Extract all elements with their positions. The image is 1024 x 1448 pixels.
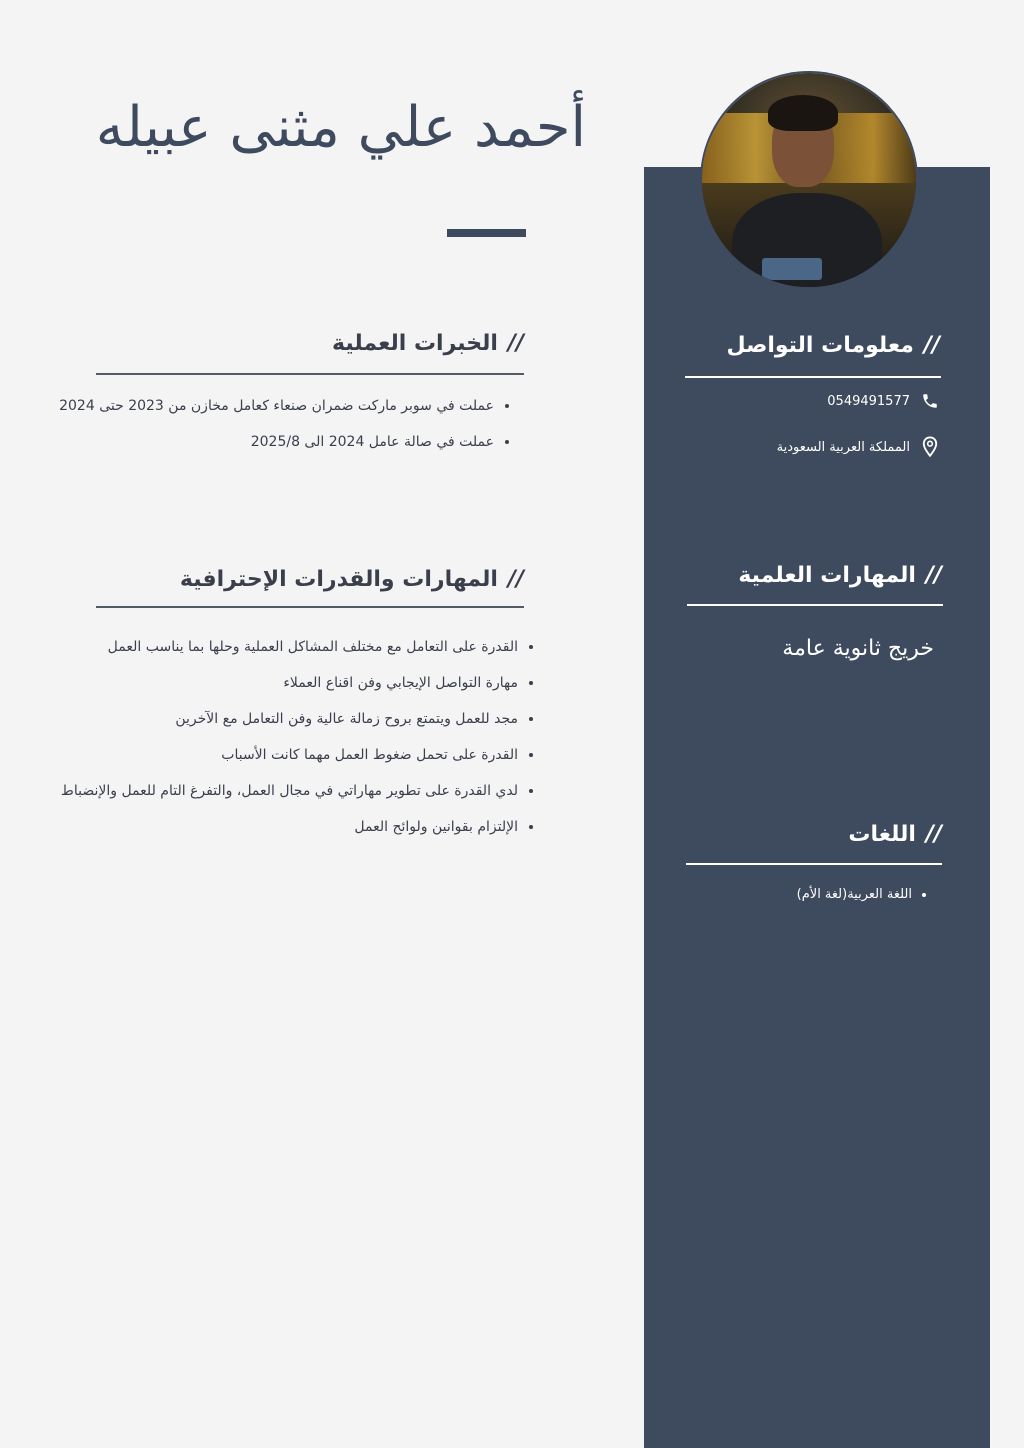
phone-icon [920,391,940,411]
skills-rule [96,606,524,608]
skills-heading: //المهارات والقدرات الإحترافية [179,567,524,592]
languages-list [797,883,930,907]
experience-title: الخبرات العملية [332,331,498,356]
location-pin-icon [920,437,940,457]
skills-title: المهارات والقدرات الإحترافية [179,567,498,592]
profile-photo [702,73,916,287]
contact-phone-row [827,391,940,411]
list-item: • الإلتزام بقوانين ولوائح العمل [20,814,518,840]
list-item: • مجد للعمل ويتمتع بروح زمالة عالية وفن التعامل مع الآخرين [20,706,518,732]
location-text: المملكة العربية السعودية [776,439,910,455]
list-item: • القدرة على التعامل مع مختلف المشاكل العملية وحلها بما يناسب العمل [20,634,518,660]
list-item: • عملت في صالة عامل 2024 الى 2025/8 [0,429,494,455]
languages-heading: //اللغات [848,822,942,847]
languages-title: اللغات [848,822,916,847]
education-heading: //المهارات العلمية [738,563,942,588]
experience-rule [96,373,524,375]
contact-rule [685,376,941,378]
list-item: • لدي القدرة على تطوير مهاراتي في مجال العمل، والتفرغ التام للعمل والإنضباط [20,778,518,804]
education-title: المهارات العلمية [738,563,916,588]
contact-title: معلومات التواصل [726,333,914,358]
list-item: • مهارة التواصل الإيجابي وفن اقناع العملاء [20,670,518,696]
experience-list [0,393,516,465]
skills-list [20,634,540,850]
contact-location-row [777,437,940,457]
person-name: أحمد علي مثنى عبيله [95,95,586,160]
name-underline [447,229,526,237]
languages-rule [686,863,942,865]
phone-number: 0549491577 [827,393,910,409]
list-item: • عملت في سوبر ماركت ضمران صنعاء كعامل مخازن من 2023 حتى 2024 [0,393,494,419]
contact-heading: //معلومات التواصل [726,333,940,358]
list-item: • القدرة على تحمل ضغوط العمل مهما كانت الأسباب [20,742,518,768]
experience-heading: //الخبرات العملية [332,331,524,356]
list-item: • اللغة العربية(لغة الأم) [797,883,912,907]
education-value: خريج ثانوية عامة [782,636,934,661]
education-rule [687,604,943,606]
